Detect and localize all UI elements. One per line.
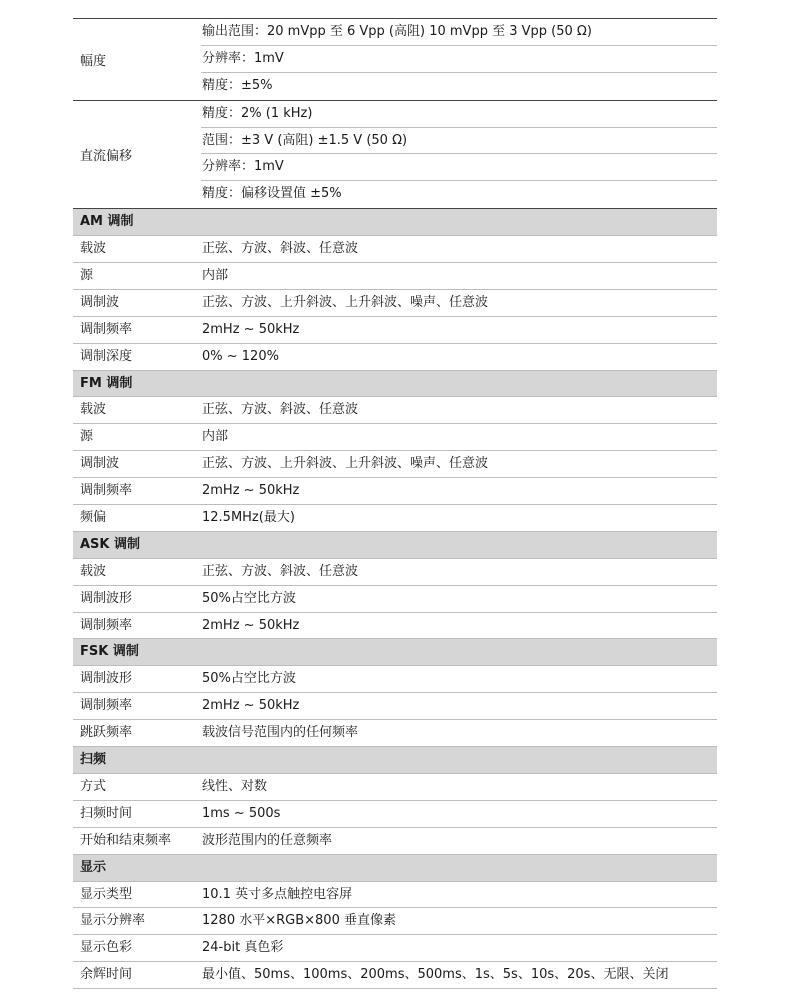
table-row (73, 801, 717, 828)
row-label: 调制深度 (80, 348, 133, 364)
table-row (73, 451, 717, 478)
row-value: 12.5MHz(最大) (202, 510, 295, 526)
table-row (73, 774, 717, 801)
row-label: 源 (80, 429, 94, 445)
dc-offset-range: 范围：±3 V (高阻) ±1.5 V (50 Ω) (201, 128, 717, 155)
row-value: 10.1 英寸多点触控电容屏 (202, 886, 353, 902)
section-header: FSK 调制 (73, 639, 717, 666)
dc-offset-resolution: 分辨率：1mV (201, 154, 717, 181)
row-label: 源 (80, 268, 94, 284)
row-label: 频偏 (80, 510, 107, 526)
amplitude-label: 幅度 (80, 53, 107, 69)
row-value: 波形范围内的任意频率 (202, 832, 333, 848)
row-value: 24-bit 真色彩 (202, 940, 284, 956)
table-row (73, 828, 717, 855)
row-value: 正弦、方波、上升斜波、上升斜波、噪声、任意波 (202, 294, 489, 310)
row-value: 内部 (202, 429, 229, 445)
amplitude-values (201, 19, 717, 100)
row-value: 内部 (202, 268, 229, 284)
row-value: 2mHz ~ 50kHz (202, 483, 300, 499)
table-row (73, 478, 717, 505)
section-header: ASK 调制 (73, 532, 717, 559)
row-label: 调制频率 (80, 321, 133, 337)
table-row (73, 263, 717, 290)
section-header: 扫频 (73, 747, 717, 774)
row-value: 2mHz ~ 50kHz (202, 698, 300, 714)
dc-offset-accuracy: 精度：偏移设置值 ±5% (202, 186, 342, 202)
row-label: 开始和结束频率 (80, 832, 172, 848)
table-row (73, 882, 717, 909)
table-row (73, 666, 717, 693)
dc-offset-group (73, 101, 717, 210)
row-value: 线性、对数 (202, 778, 268, 794)
row-label: 调制波 (80, 456, 120, 472)
row-value: 1ms ~ 500s (202, 805, 281, 821)
table-row (73, 505, 717, 532)
row-value: 最小值、50ms、100ms、200ms、500ms、1s、5s、10s、20s、无限、关闭 (202, 967, 669, 983)
row-label: 载波 (80, 241, 107, 257)
table-row (73, 613, 717, 640)
row-label: 显示色彩 (80, 940, 133, 956)
spec-table (73, 18, 717, 989)
table-row (73, 935, 717, 962)
dc-offset-values (201, 101, 717, 209)
row-label: 调制频率 (80, 698, 133, 714)
spec-sections (73, 209, 717, 989)
amplitude-resolution: 分辨率：1mV (201, 46, 717, 73)
table-row (73, 424, 717, 451)
table-row (73, 559, 717, 586)
table-row (73, 586, 717, 613)
table-row (73, 397, 717, 424)
section-header: FM 调制 (73, 371, 717, 398)
row-label: 调制波形 (80, 590, 133, 606)
table-row (73, 962, 717, 989)
row-value: 50%占空比方波 (202, 590, 296, 606)
row-label: 余辉时间 (80, 967, 133, 983)
table-row (73, 344, 717, 371)
row-label: 显示分辨率 (80, 913, 146, 929)
row-label: 载波 (80, 563, 107, 579)
amplitude-accuracy: 精度：±5% (202, 77, 273, 93)
amplitude-output-range: 输出范围：20 mVpp 至 6 Vpp (高阻) 10 mVpp 至 3 Vpp (50 Ω) (201, 19, 717, 46)
row-value: 正弦、方波、斜波、任意波 (202, 402, 359, 418)
row-label: 调制波 (80, 294, 120, 310)
row-value: 2mHz ~ 50kHz (202, 321, 300, 337)
table-row (73, 693, 717, 720)
row-value: 正弦、方波、斜波、任意波 (202, 563, 359, 579)
row-label: 载波 (80, 402, 107, 418)
row-value: 50%占空比方波 (202, 671, 296, 687)
row-label: 方式 (80, 778, 107, 794)
row-label: 调制波形 (80, 671, 133, 687)
row-value: 正弦、方波、斜波、任意波 (202, 241, 359, 257)
row-label: 扫频时间 (80, 805, 133, 821)
section-header: 显示 (73, 855, 717, 882)
table-row (73, 908, 717, 935)
row-value: 载波信号范围内的任何频率 (202, 725, 359, 741)
table-row (73, 290, 717, 317)
row-label: 跳跃频率 (80, 725, 133, 741)
row-value: 正弦、方波、上升斜波、上升斜波、噪声、任意波 (202, 456, 489, 472)
table-row (73, 720, 717, 747)
row-label: 显示类型 (80, 886, 133, 902)
dc-offset-label: 直流偏移 (80, 148, 133, 164)
table-row (73, 236, 717, 263)
row-label: 调制频率 (80, 617, 133, 633)
row-value: 2mHz ~ 50kHz (202, 617, 300, 633)
table-row (73, 317, 717, 344)
amplitude-group (73, 18, 717, 101)
row-value: 0% ~ 120% (202, 348, 279, 364)
dc-offset-accuracy-1khz: 精度：2% (1 kHz) (201, 101, 717, 128)
section-header: AM 调制 (73, 209, 717, 236)
row-label: 调制频率 (80, 483, 133, 499)
row-value: 1280 水平×RGB×800 垂直像素 (202, 913, 396, 929)
